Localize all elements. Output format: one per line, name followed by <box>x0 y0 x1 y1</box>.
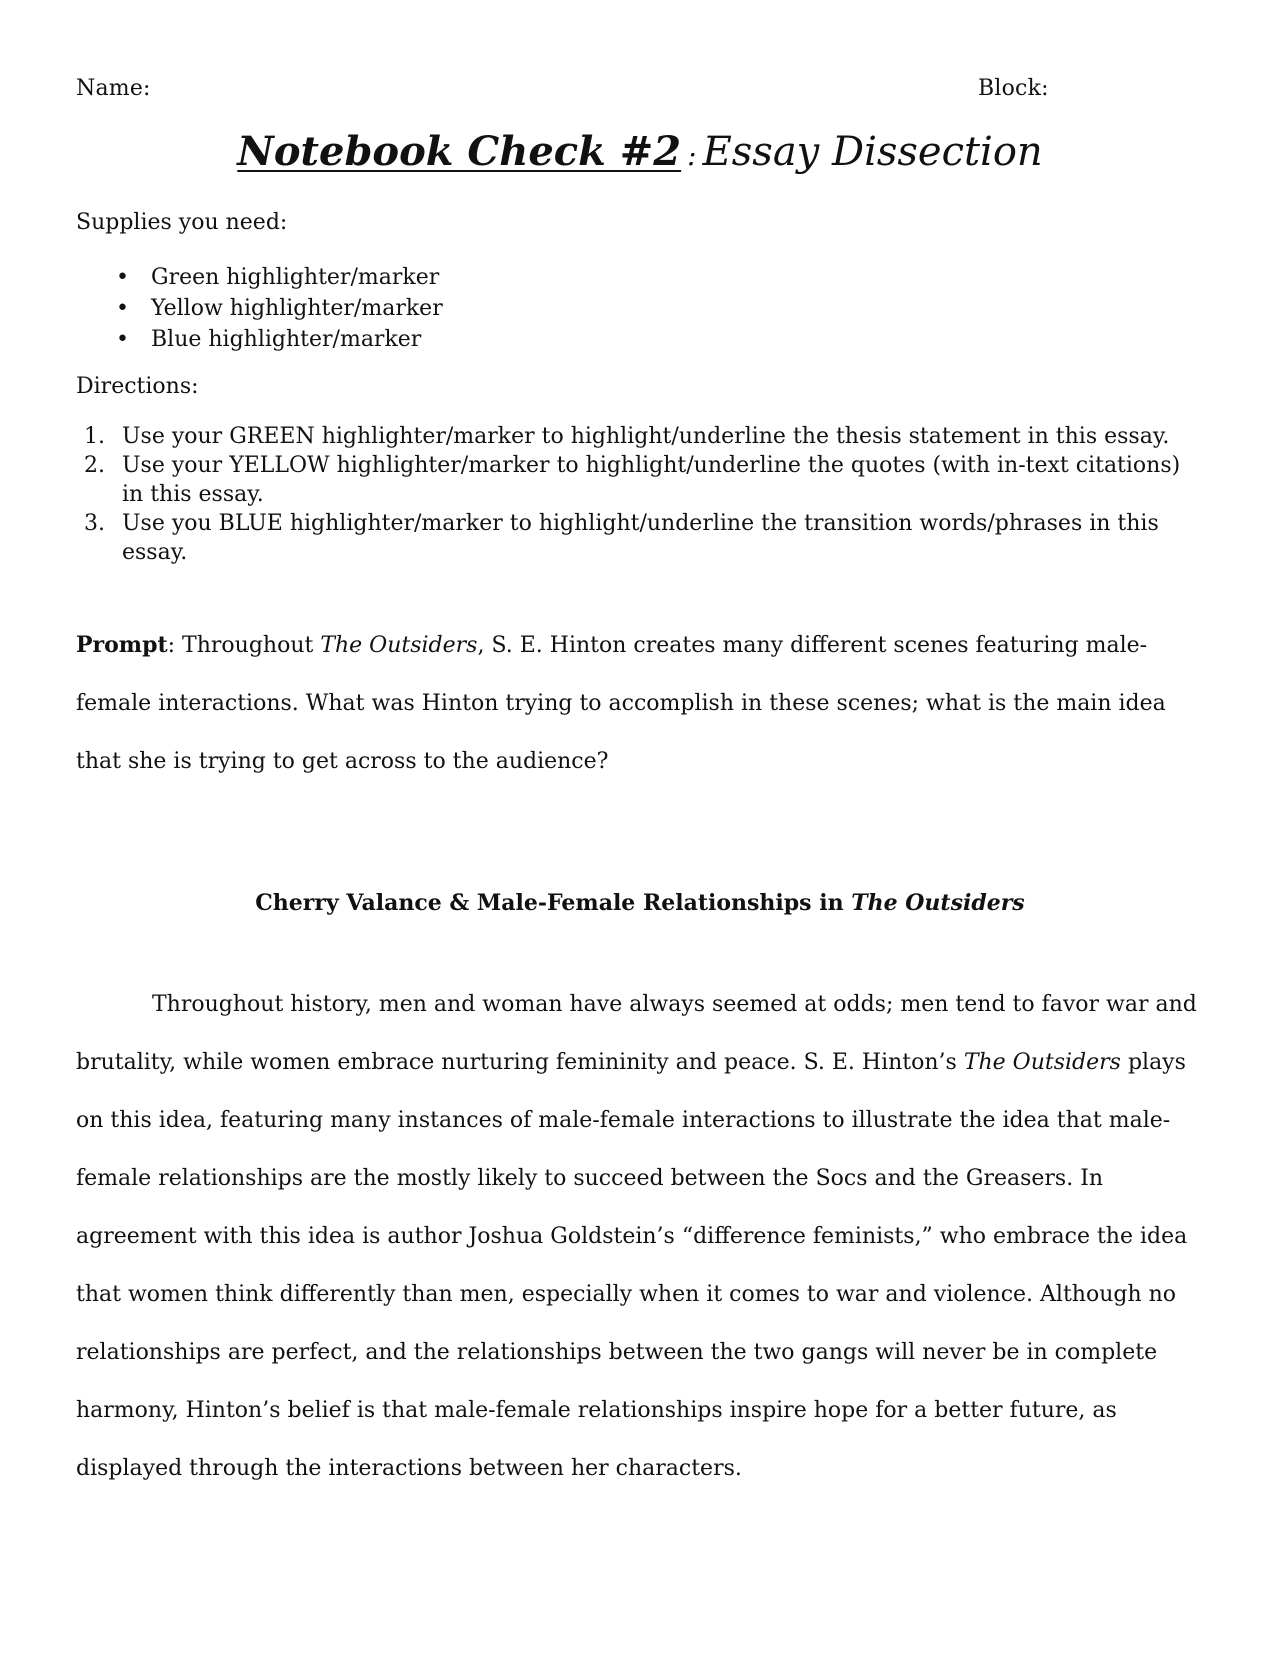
prompt-paragraph <box>76 616 1206 791</box>
prompt-rest: , S. E. Hinton creates many different scenes featuring male-female interactions. What was Hinton trying to accomplish in these scenes; what is the main idea that she is trying to get across to the audience? <box>76 633 1166 774</box>
supplies-label: Supplies you need: <box>76 210 288 235</box>
essay-title <box>0 890 1280 916</box>
name-label: Name: <box>76 76 151 101</box>
page-title <box>0 128 1280 175</box>
essay-body-part1: Throughout history, men and woman have always seemed at odds; men tend to favor war and brutality, while women embrace nurturing femininity and peace. S. E. Hinton’s <box>76 992 1197 1075</box>
prompt-intro: Throughout <box>182 633 321 658</box>
list-item <box>112 293 443 324</box>
bullet-icon: • <box>116 327 129 352</box>
list-item <box>112 324 443 355</box>
title-main: Notebook Check #2 <box>237 128 682 175</box>
essay-body-part2: plays on this idea, featuring many instances of male-female interactions to illustrate the idea that male-female relationships are the mostly likely to succeed between the Socs and the Greasers. In agreement with this idea is author Joshua Goldstein’s “difference feminists,” who embrace the idea that women think differently than men, especially when it comes to war and violence. Although no relationships are perfect, and the relationships between the two gangs will never be in complete harmony, Hinton’s belief is that male-female relationships inspire hope for a better future, as displayed through the interactions between her characters. <box>76 1050 1188 1481</box>
prompt-book-title: The Outsiders <box>320 633 478 658</box>
supply-item-blue: Blue highlighter/marker <box>151 327 422 352</box>
direction-text-blue: Use you BLUE highlighter/marker to highlight/underline the transition words/phrases in this essay. <box>122 511 1159 565</box>
title-subtitle: Essay Dissection <box>702 129 1043 175</box>
essay-body <box>76 976 1206 1498</box>
supplies-list <box>112 262 443 355</box>
direction-text-green: Use your GREEN highlighter/marker to highlight/underline the thesis statement in this essay. <box>122 424 1170 449</box>
prompt-label: Prompt <box>76 632 168 658</box>
bullet-icon: • <box>116 265 129 290</box>
list-item <box>76 451 1206 509</box>
essay-body-book: The Outsiders <box>963 1050 1121 1075</box>
list-item <box>76 509 1206 567</box>
title-separator: : <box>687 139 697 172</box>
directions-list <box>76 422 1206 567</box>
direction-number: 1. <box>84 424 105 449</box>
supply-item-yellow: Yellow highlighter/marker <box>151 296 443 321</box>
block-label: Block: <box>978 76 1049 101</box>
direction-number: 2. <box>84 453 105 478</box>
direction-text-yellow: Use your YELLOW highlighter/marker to highlight/underline the quotes (with in-text citations) in this essay. <box>122 453 1181 507</box>
essay-title-prefix: Cherry Valance & Male-Female Relationships in <box>255 890 852 916</box>
list-item <box>112 262 443 293</box>
prompt-colon: : <box>167 633 183 658</box>
directions-label: Directions: <box>76 374 199 399</box>
direction-number: 3. <box>84 511 105 536</box>
list-item <box>76 422 1206 451</box>
bullet-icon: • <box>116 296 129 321</box>
essay-title-book: The Outsiders <box>851 890 1025 916</box>
supply-item-green: Green highlighter/marker <box>151 265 440 290</box>
